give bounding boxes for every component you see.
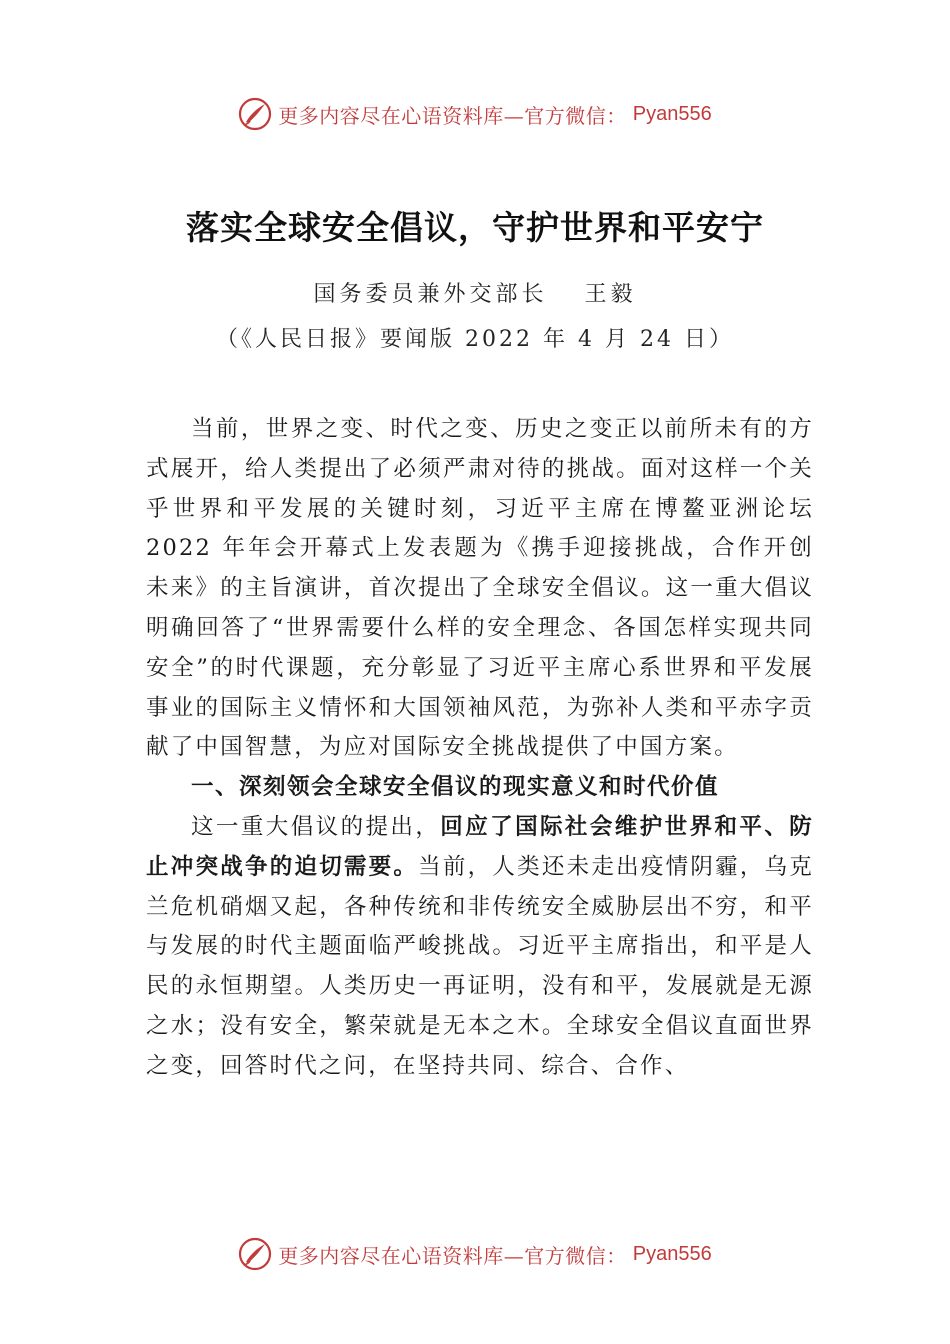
watermark-brand: Pyan556: [632, 1242, 712, 1265]
watermark-text: 更多内容尽在心语资料库—官方微信：: [278, 103, 627, 128]
section-heading: 一、深刻领会全球安全倡议的现实意义和时代价值: [191, 774, 720, 801]
header-watermark: [0, 94, 950, 134]
paragraph-lead: 这一重大倡议的提出，: [191, 813, 441, 840]
article-author: 国务委员兼外交部长 王毅: [313, 282, 637, 307]
paragraph-emphasis: 回应了国际社会维护世界和平、防止冲突战争的迫切需要。: [146, 813, 814, 880]
footer-watermark: [0, 1234, 950, 1274]
article-source: （《人民日报》要闻版 2022 年 4 月 24 日）: [216, 327, 734, 352]
paragraph-section1: [146, 808, 814, 1087]
brush-logo-icon: [238, 97, 272, 131]
article-body: [146, 410, 814, 1087]
watermark-brand: Pyan556: [632, 102, 712, 125]
brush-logo-icon: [238, 1237, 272, 1271]
paragraph-rest: 当前，人类还未走出疫情阴霾，乌克兰危机硝烟又起，各种传统和非传统安全威胁层出不穷，和平与发展的时代主题面临严峻挑战。习近平主席指出，和平是人民的永恒期望。人类历史一再证明，没有和平，发展就是无源之水；没有安全，繁荣就是无本之木。全球安全倡议直面世界之变，回答时代之问，在坚持共同、综合、合作、: [146, 853, 815, 1079]
paragraph-intro: 当前，世界之变、时代之变、历史之变正以前所未有的方式展开，给人类提出了必须严肃对待的挑战。面对这样一个关乎世界和平发展的关键时刻，习近平主席在博鳌亚洲论坛 2022 年年会开幕式上发表题为《携手迎接挑战，合作开创未来》的主旨演讲，首次提出了全球安全倡议。这一重大倡议明确回答了“世界需要什么样的安全理念、各国怎样实现共同安全”的时代课题，充分彰显了习近平主席心系世界和平发展事业的国际主义情怀和大国领袖风范，为弥补人类和平赤字贡献了中国智慧，为应对国际安全挑战提供了中国方案。: [146, 416, 814, 761]
watermark-text: 更多内容尽在心语资料库—官方微信：: [278, 1243, 627, 1268]
article-title: 落实全球安全倡议，守护世界和平安宁: [186, 208, 764, 247]
